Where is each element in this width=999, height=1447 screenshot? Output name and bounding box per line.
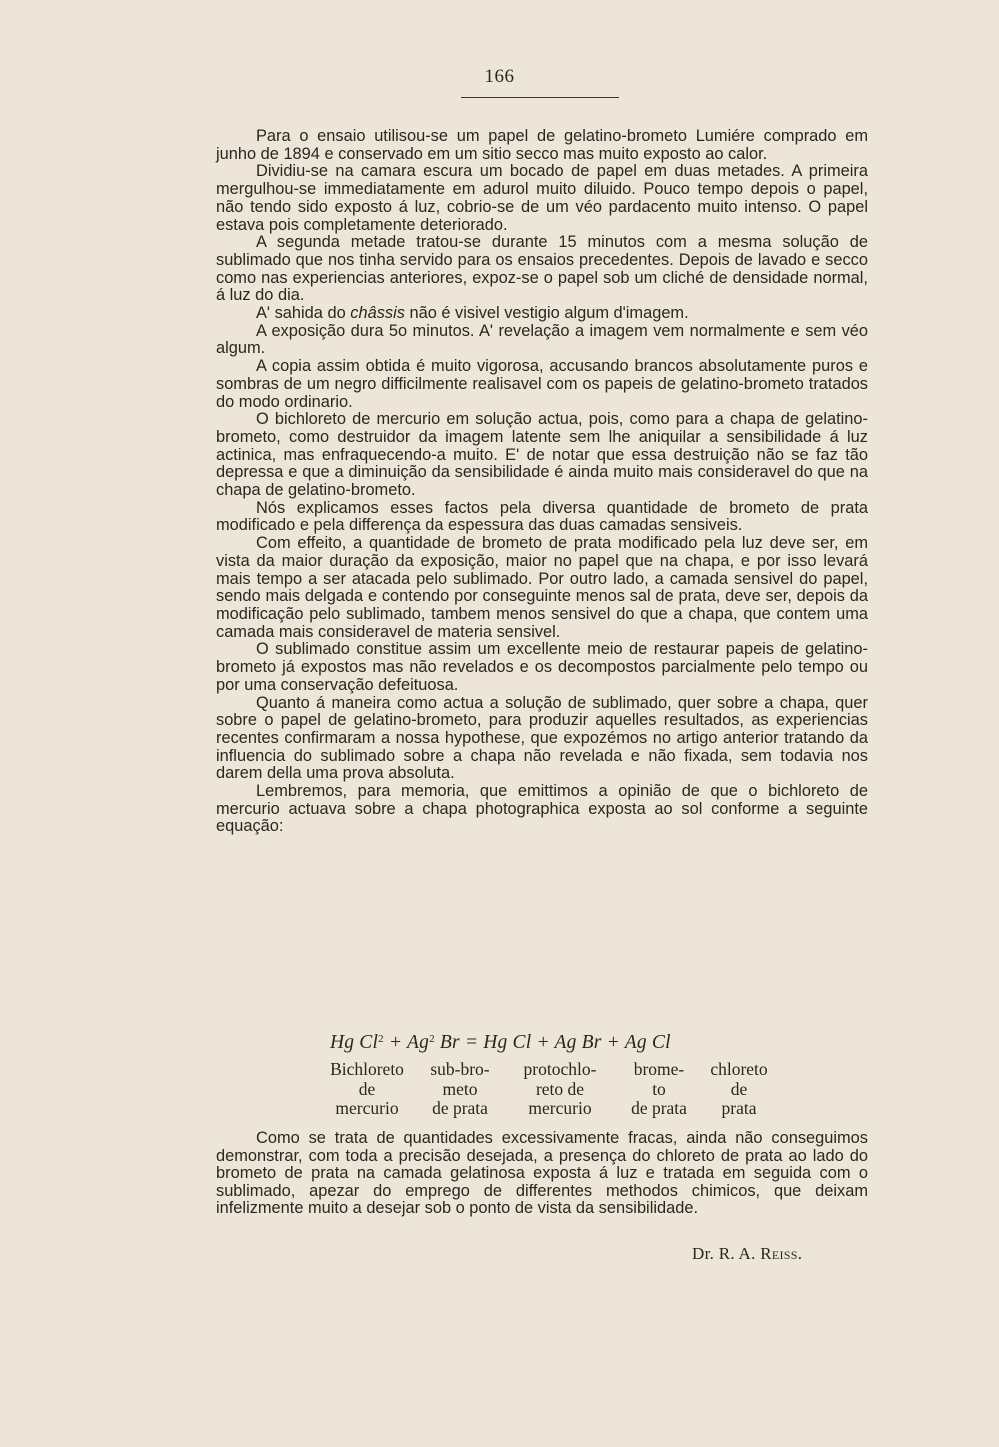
label-line: mercurio — [528, 1098, 592, 1118]
chassis-italic-word: châssis — [350, 304, 405, 323]
label-line: de prata — [631, 1098, 687, 1118]
equation-superscript-1: 2 — [378, 1033, 384, 1045]
paragraph-11: Quanto á maneira como actua a solução de sublimado, quer sobre a chapa, quer sobre o papel de gelatino-brometo, para produzir aquelles resultados, as experiencias recentes confirmaram a nossa hypothese, que expozémos no artigo anterior tratando da influencia do sublimado sobre a chapa não revelada e não fixada, sem todavia nos darem della uma prova absoluta. — [216, 693, 868, 783]
paragraph-9: Com effeito, a quantidade de brometo de prata modificado pela luz deve ser, em vista da maior duração da exposição, maior no papel que na chapa, e por isso levará mais tempo a ser atacada pelo sublimado. Por outro lado, a camada sensivel do papel, sendo mais delgada e contendo por conseguinte menos sal de prata, deve ser, depois da modificação pelo sublimado, tambem menos sensivel do que a chapa, que contem uma camada mais consideravel de materia sensivel. — [216, 534, 868, 641]
paragraph-8: Nós explicamos esses factos pela diversa quantidade de brometo de prata modificado e pela differença da espessura das duas camadas sensiveis. — [216, 498, 868, 535]
paragraph-3: A segunda metade tratou-se durante 15 minutos com a mesma solução de sublimado que nos tinha servido para os ensaios precedentes. Depois de lavado e secco como nas experiencias anteriores, expoz-se o papel sob um cliché de densidade normal, á luz do dia. — [216, 233, 868, 305]
label-line: Bichloreto — [330, 1059, 404, 1079]
label-line: de — [358, 1078, 376, 1099]
equation-labels — [320, 1060, 770, 1119]
label-line: protochlo- — [523, 1059, 597, 1079]
label-line: de — [730, 1078, 748, 1099]
label-protochloreto — [506, 1060, 614, 1119]
label-line: prata — [721, 1098, 757, 1118]
signature-name: Reiss. — [760, 1244, 803, 1263]
page-number: 166 — [484, 66, 515, 87]
chemical-equation — [320, 1026, 770, 1056]
paragraph-2: Dividiu-se na camara escura um bocado de papel em duas metades. A primeira mergulhou-se immediatamente em adurol muito diluido. Pouco tempo depois o papel, não tendo sido exposto á luz, cobrio-se de um véo pardacento muito intenso. O papel estava pois completamente deteriorado. — [216, 162, 868, 234]
label-line: chloreto — [710, 1059, 768, 1079]
article-body — [216, 128, 868, 836]
paragraph-10: O sublimado constitue assim um excellente meio de restaurar papeis de gelatino-brometo já expostos mas não revelados e os decompostos parcialmente pelo tempo ou por uma conservação defeituosa. — [216, 640, 868, 694]
header-rule — [461, 97, 619, 98]
label-line: sub-bro- — [430, 1059, 490, 1079]
signature-prefix: Dr. R. A. — [692, 1244, 761, 1263]
chassis-text-before: A' sahida do — [256, 304, 351, 323]
label-line: to — [652, 1078, 666, 1099]
label-bichloreto — [320, 1060, 414, 1119]
label-chloreto — [704, 1060, 774, 1119]
paragraph-7: O bichloreto de mercurio em solução actua, pois, como para a chapa de gelatino-brometo, como destruidor da imagem latente sem lhe aniquilar a sensibilidade á luz actinica, mas enfraquecendo-a muito. E' de notar que essa destruição não se faz tão depressa e que a diminuição da sensibilidade é ainda muito mais consideravel do que na chapa de gelatino-brometo. — [216, 410, 868, 500]
closing-paragraph: Como se trata de quantidades excessivamente fracas, ainda não conseguimos demonstrar, com toda a precisão desejada, a presença do chloreto de prata ao lado do brometo de prata na camada gelatinosa exposta á luz e tratada em seguida com o sublimado, apezar do emprego de differentes methodos chimicos, que deixam infelizmente muito a desejar sob o ponto de vista da sensibilidade. — [216, 1129, 868, 1218]
closing-section — [216, 1130, 868, 1218]
label-line: mercurio — [335, 1098, 399, 1118]
label-line: brome- — [633, 1059, 685, 1079]
equation-superscript-2: 2 — [429, 1033, 435, 1045]
paragraph-chassis — [216, 305, 868, 323]
paragraph-6: A copia assim obtida é muito vigorosa, accusando brancos absolutamente puros e sombras de um negro difficilmente realisavel com os papeis de gelatino-brometo tratados do modo ordinario. — [216, 357, 868, 411]
chemical-equation-block — [320, 1026, 770, 1119]
equation-part-3: Br = Hg Cl + Ag Br + Ag Cl — [434, 1032, 671, 1053]
equation-part-1: Hg Cl — [330, 1032, 379, 1053]
paragraph-1: Para o ensaio utilisou-se um papel de gelatino-brometo Lumiére comprado em junho de 1894 e conservado em um sitio secco mas muito exposto ao calor. — [216, 127, 868, 163]
label-brometo — [614, 1060, 704, 1119]
equation-part-2: + Ag — [383, 1032, 430, 1053]
label-line: meto — [442, 1078, 478, 1099]
label-line: de prata — [432, 1098, 488, 1118]
label-sub-brometo — [414, 1060, 506, 1119]
paragraph-12: Lembremos, para memoria, que emittimos a opinião de que o bichloreto de mercurio actuava sobre a chapa photographica exposta ao sol conforme a seguinte equação: — [216, 782, 868, 836]
label-line: reto de — [535, 1078, 585, 1099]
paragraph-5: A exposição dura 5o minutos. A' revelação a imagem vem normalmente e sem véo algum. — [216, 321, 868, 358]
chassis-text-after: não é visivel vestigio algum d'imagem. — [404, 304, 689, 323]
author-signature — [692, 1244, 802, 1264]
